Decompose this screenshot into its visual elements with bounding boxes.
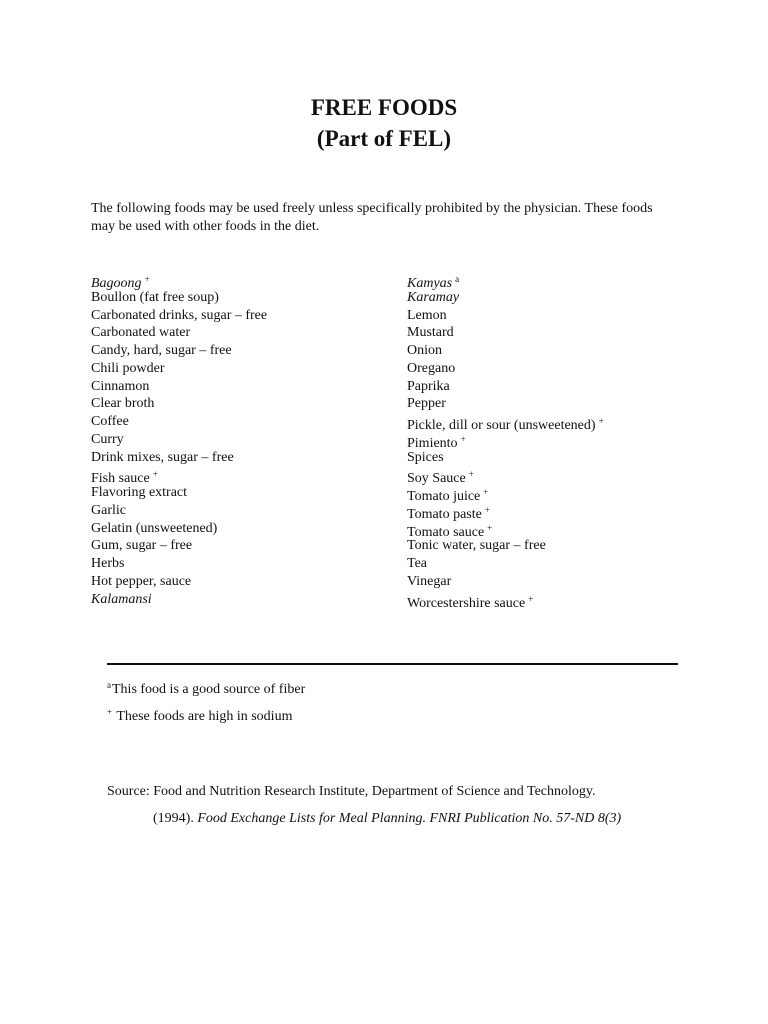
food-item <box>407 449 604 467</box>
food-item-name: Chili powder <box>91 360 165 376</box>
food-item-name: Herbs <box>91 556 125 571</box>
food-item-note-mark: + <box>144 274 150 284</box>
footnote-sodium-text: These foods are high in sodium <box>116 709 293 724</box>
footnote-fiber-text: This food is a good source of fiber <box>112 682 306 697</box>
source-year: (1994). <box>153 811 194 826</box>
food-item-name: Boullon (fat free soup) <box>91 289 219 305</box>
footnote-fiber <box>107 676 305 699</box>
food-item-name: Cinnamon <box>91 378 150 394</box>
food-item-name: Coffee <box>91 414 129 429</box>
food-item <box>407 555 604 573</box>
food-item-note-mark: + <box>598 416 604 426</box>
food-item-note-mark: + <box>484 504 490 515</box>
food-item <box>91 520 267 538</box>
food-item-name: Spices <box>407 449 444 465</box>
food-item-name: Fish sauce <box>91 471 150 487</box>
food-item-name: Karamay <box>407 289 460 305</box>
food-list-right <box>407 271 604 611</box>
food-item <box>407 307 604 325</box>
intro-paragraph: The following foods may be used freely unless specifically prohibited by the physician. These foods may be used with other foods in the diet. <box>91 201 653 234</box>
food-item-name: Tea <box>407 556 428 571</box>
food-item-note-mark: + <box>152 469 158 480</box>
food-item-name: Tomato sauce <box>407 524 485 540</box>
food-item-name: Kalamansi <box>91 591 152 607</box>
food-item <box>91 591 267 609</box>
food-item-note-mark: + <box>528 593 534 604</box>
food-item-name: Carbonated drinks, sugar – free <box>91 307 268 323</box>
food-item-name: Paprika <box>407 378 450 394</box>
food-item-name: Pepper <box>407 396 446 412</box>
food-item-name: Garlic <box>91 502 126 518</box>
source-citation: Source: Food and Nutrition Research Institute, Department of Science and Technology. <box>107 784 596 799</box>
food-item <box>91 360 267 378</box>
page-title: FREE FOODS <box>310 95 458 120</box>
food-item-name: Soy Sauce <box>407 471 466 487</box>
food-item-name: Pimiento <box>407 435 458 451</box>
food-item-name: Tomato juice <box>407 489 481 504</box>
food-item-name: Tomato paste <box>407 506 482 522</box>
food-item-note-mark: + <box>460 433 466 444</box>
food-item <box>407 591 604 609</box>
food-item-name: Hot pepper, sauce <box>91 573 192 589</box>
food-item <box>91 395 267 413</box>
food-item <box>407 378 604 396</box>
food-item <box>407 324 604 342</box>
food-item-name: Onion <box>407 343 442 358</box>
food-item-name: Carbonated water <box>91 325 191 341</box>
food-item <box>407 413 604 431</box>
food-item <box>91 537 267 555</box>
food-item <box>407 484 604 502</box>
food-item <box>91 573 267 591</box>
food-item <box>91 502 267 520</box>
food-item-name: Oregano <box>407 360 456 376</box>
food-item-name: Clear broth <box>91 396 155 412</box>
footnote-sodium <box>107 703 292 726</box>
food-item <box>91 413 267 431</box>
food-item <box>407 360 604 378</box>
food-item <box>91 271 267 289</box>
footnote-sodium-symbol: + <box>107 707 113 717</box>
food-item <box>91 555 267 573</box>
food-item-name: Mustard <box>407 325 454 341</box>
food-item-name: Lemon <box>407 307 447 323</box>
food-item-name: Bagoong <box>91 276 142 291</box>
food-item-note-mark: a <box>455 274 460 284</box>
food-item <box>407 466 604 487</box>
food-item-name: Gum, sugar – free <box>91 538 193 554</box>
food-item <box>91 324 267 342</box>
food-item <box>91 289 267 307</box>
food-item-name: Pickle, dill or sour (unsweetened) <box>407 418 596 433</box>
food-item-name: Curry <box>91 431 124 447</box>
food-item-note-mark: + <box>487 522 493 533</box>
food-item <box>407 573 604 591</box>
food-item <box>407 520 604 538</box>
footnote-fiber-symbol: a <box>107 680 111 690</box>
food-item <box>91 484 267 502</box>
food-item-name: Drink mixes, sugar – free <box>91 449 234 465</box>
food-item <box>91 466 267 487</box>
food-item-name: Gelatin (unsweetened) <box>91 520 218 536</box>
food-item <box>91 449 267 467</box>
food-item-note-mark: + <box>483 487 489 497</box>
food-item <box>407 395 604 413</box>
food-item <box>91 307 267 325</box>
source-publication: Food Exchange Lists for Meal Planning. FNRI Publication No. 57-ND 8(3) <box>197 811 622 826</box>
food-item-note-mark: + <box>468 469 474 480</box>
food-list-left <box>91 271 267 608</box>
food-item <box>407 537 604 555</box>
food-item <box>407 502 604 520</box>
footnote-divider <box>107 663 678 665</box>
food-item <box>91 431 267 449</box>
food-item-name: Vinegar <box>407 573 452 589</box>
food-item-name: Candy, hard, sugar – free <box>91 343 232 358</box>
page-subtitle: (Part of FEL) <box>316 126 452 151</box>
food-item <box>407 342 604 360</box>
food-item <box>91 378 267 396</box>
food-item <box>407 289 604 307</box>
food-item <box>91 342 267 360</box>
food-item-name: Kamyas <box>407 276 453 291</box>
food-item <box>407 431 604 449</box>
food-item-name: Flavoring extract <box>91 485 188 500</box>
food-item-name: Tonic water, sugar – free <box>407 538 546 554</box>
food-item <box>407 271 604 289</box>
source-citation-detail <box>153 810 621 828</box>
food-item-name: Worcestershire sauce <box>407 595 526 611</box>
